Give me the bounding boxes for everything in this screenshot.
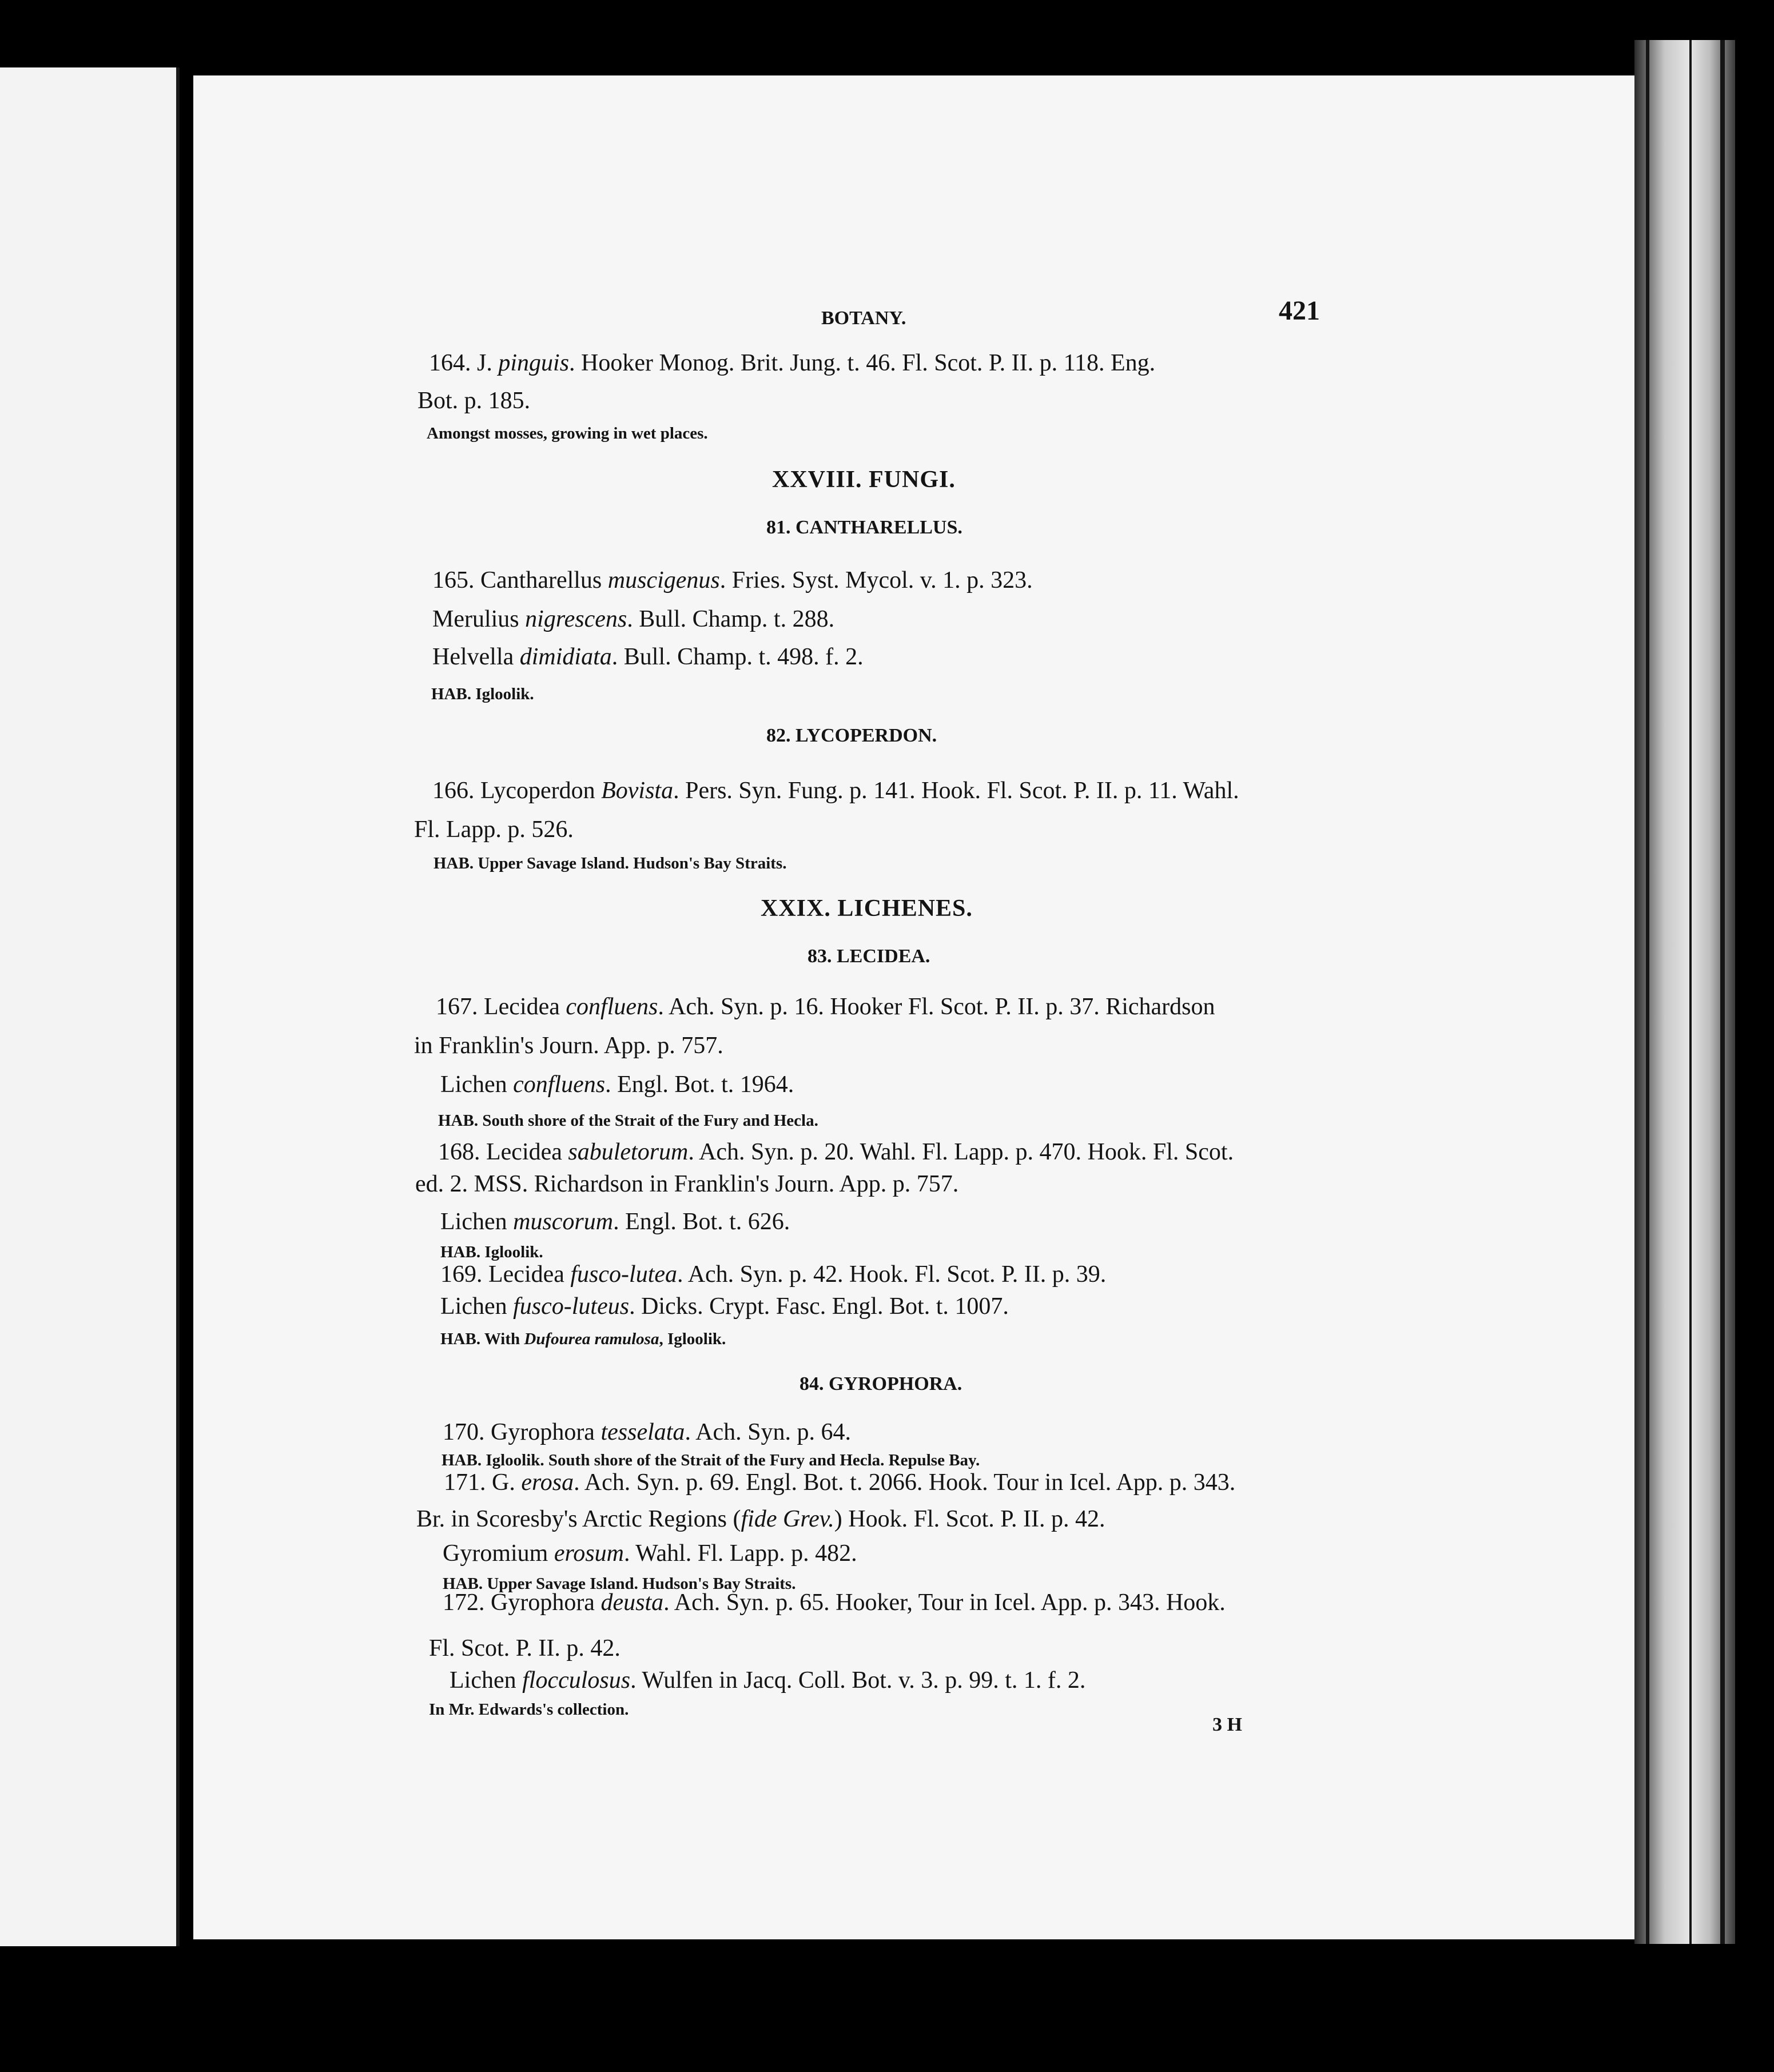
page-edges-strip: [1634, 40, 1735, 1944]
habitat-line: HAB. Upper Savage Island. Hudson's Bay Straits.: [433, 854, 787, 872]
section-heading: XXIX. LICHENES.: [761, 895, 973, 922]
entry-line: 168. Lecidea sabuletorum. Ach. Syn. p. 20. Wahl. Fl. Lapp. p. 470. Hook. Fl. Scot.: [438, 1139, 1234, 1165]
entry-line: in Franklin's Journ. App. p. 757.: [414, 1033, 723, 1059]
habitat-line: HAB. Igloolik. South shore of the Strait of the Fury and Hecla. Repulse Bay.: [441, 1451, 980, 1469]
collection-note: In Mr. Edwards's collection.: [429, 1700, 629, 1719]
left-page-edge: [0, 67, 180, 1946]
printer-signature: 3 H: [1212, 1714, 1242, 1735]
entry-line: 165. Cantharellus muscigenus. Fries. Syst. Mycol. v. 1. p. 323.: [432, 567, 1033, 593]
habitat-line: HAB. Upper Savage Island. Hudson's Bay Straits.: [443, 1575, 796, 1593]
right-page: [193, 75, 1634, 1939]
habitat-line: HAB. Igloolik.: [440, 1243, 543, 1261]
entry-line: Fl. Lapp. p. 526.: [414, 816, 574, 843]
entry-line: 167. Lecidea confluens. Ach. Syn. p. 16. Hooker Fl. Scot. P. II. p. 37. Richardson: [436, 994, 1215, 1020]
entry-line: Fl. Scot. P. II. p. 42.: [429, 1635, 620, 1661]
entry-line: Br. in Scoresby's Arctic Regions (fide Grev.) Hook. Fl. Scot. P. II. p. 42.: [416, 1506, 1105, 1532]
section-heading: XXVIII. FUNGI.: [772, 467, 956, 493]
synonym-line: Lichen fusco-luteus. Dicks. Crypt. Fasc. Engl. Bot. t. 1007.: [440, 1293, 1009, 1320]
entry-line: 172. Gyrophora deusta. Ach. Syn. p. 65. Hooker, Tour in Icel. App. p. 343. Hook.: [443, 1589, 1226, 1616]
page-number: 421: [1279, 296, 1320, 326]
running-head: BOTANY.: [821, 308, 906, 329]
synonym-line: Merulius nigrescens. Bull. Champ. t. 288.: [432, 606, 835, 632]
habitat-line: Amongst mosses, growing in wet places.: [427, 424, 708, 443]
entry-line: ed. 2. MSS. Richardson in Franklin's Journ. App. p. 757.: [415, 1171, 959, 1197]
genus-heading: 81. CANTHARELLUS.: [766, 517, 962, 538]
synonym-line: Gyromium erosum. Wahl. Fl. Lapp. p. 482.: [443, 1540, 857, 1567]
genus-heading: 83. LECIDEA.: [808, 946, 930, 967]
page-content: [193, 75, 1634, 1939]
synonym-line: Lichen confluens. Engl. Bot. t. 1964.: [440, 1071, 794, 1098]
entry-line: 171. G. erosa. Ach. Syn. p. 69. Engl. Bot. t. 2066. Hook. Tour in Icel. App. p. 343.: [444, 1469, 1236, 1496]
synonym-line: Lichen muscorum. Engl. Bot. t. 626.: [440, 1209, 790, 1235]
habitat-line: HAB. South shore of the Strait of the Fury and Hecla.: [438, 1111, 818, 1130]
entry-line: 166. Lycoperdon Bovista. Pers. Syn. Fung. p. 141. Hook. Fl. Scot. P. II. p. 11. Wahl.: [432, 778, 1239, 804]
entry-line: Bot. p. 185.: [417, 388, 531, 414]
genus-heading: 82. LYCOPERDON.: [766, 725, 937, 746]
synonym-line: Lichen flocculosus. Wulfen in Jacq. Coll. Bot. v. 3. p. 99. t. 1. f. 2.: [450, 1667, 1086, 1694]
entry-line: 169. Lecidea fusco-lutea. Ach. Syn. p. 42. Hook. Fl. Scot. P. II. p. 39.: [440, 1261, 1107, 1288]
entry-line: 164. J. pinguis. Hooker Monog. Brit. Jung. t. 46. Fl. Scot. P. II. p. 118. Eng.: [429, 350, 1156, 376]
habitat-line: HAB. Igloolik.: [431, 685, 534, 703]
entry-line: 170. Gyrophora tesselata. Ach. Syn. p. 64.: [443, 1419, 851, 1445]
synonym-line: Helvella dimidiata. Bull. Champ. t. 498. f. 2.: [432, 644, 864, 670]
genus-heading: 84. GYROPHORA.: [800, 1373, 962, 1394]
habitat-line: HAB. With Dufourea ramulosa, Igloolik.: [440, 1330, 726, 1348]
